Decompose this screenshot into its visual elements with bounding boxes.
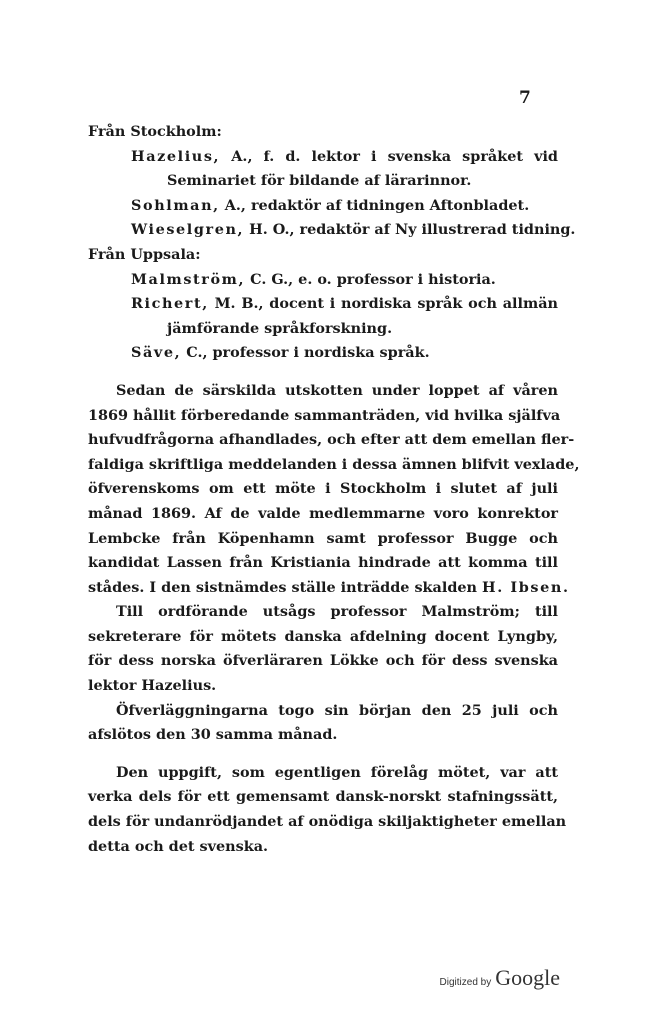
body-line: faldiga skriftliga meddelanden i dessa ämnen blifvit vexlade, <box>88 455 580 473</box>
member-wieselgren <box>88 218 576 243</box>
stockholm-heading: Från Stockholm: <box>88 123 222 140</box>
member-name: Malmström, <box>131 270 246 288</box>
body-line: kandidat Lassen från Kristiania hindrade att komma till <box>88 554 558 572</box>
member-sohlman <box>88 194 558 219</box>
member-description: C. G., e. o. professor i historia. <box>245 270 496 288</box>
body-line: sekreterare för mötets danska afdelning docent Lyngby, <box>88 627 558 645</box>
digitized-watermark <box>440 965 560 991</box>
body-line: Öfverläggningarna togo sin början den 25 juli och <box>116 701 558 719</box>
body-line: afslötos den 30 samma månad. <box>88 726 338 744</box>
member-name: Hazelius, <box>131 147 221 165</box>
member-richert <box>88 292 558 317</box>
body-line: Sedan de särskilda utskotten under loppet af våren <box>116 381 558 399</box>
body-line: dels för undanrödjandet af onödiga skiljaktigheter emellan <box>88 813 567 831</box>
member-name: Säve, <box>131 344 182 362</box>
body-line-last <box>88 576 570 601</box>
member-description: H. O., redaktör af Ny illustrerad tidning. <box>244 221 576 239</box>
body-line: verka dels för ett gemensamt dansk-norskt stafningssätt, <box>88 788 558 806</box>
member-description: A., f. d. lektor i svenska språket vid <box>220 147 558 165</box>
member-save <box>88 341 558 366</box>
member-richert-continued: jämförande språkforskning. <box>167 319 393 337</box>
member-description: M. B., docent i nordiska språk och allmän <box>208 295 558 313</box>
body-text: stådes. I den sistnämdes ställe inträdde skalden <box>88 578 477 596</box>
body-line: detta och det svenska. <box>88 837 269 855</box>
member-malmstrom <box>88 268 558 293</box>
digitized-label: Digitized by <box>439 977 492 988</box>
google-logo: Google <box>495 965 560 990</box>
body-line: 1869 hållit förberedande sammanträden, vid hvilka själfva <box>88 406 561 424</box>
page-body <box>88 120 580 859</box>
body-line: Till ordförande utsågs professor Malmström; till <box>116 603 558 621</box>
member-name: Sohlman, <box>131 196 220 214</box>
body-line: månad 1869. Af de valde medlemmarne voro konrektor <box>88 504 558 522</box>
member-description: C., professor i nordiska språk. <box>181 344 430 362</box>
body-line: Lembcke från Köpenhamn samt professor Bugge och <box>88 529 558 547</box>
uppsala-heading: Från Uppsala: <box>88 245 201 263</box>
page-number: 7 <box>519 88 531 108</box>
body-line: för dess norska öfverläraren Lökke och för dess svenska <box>88 652 558 670</box>
ibsen-name: H. Ibsen. <box>482 578 570 596</box>
member-hazelius <box>88 145 558 170</box>
member-name: Wieselgren, <box>131 221 245 239</box>
member-hazelius-continued: Seminariet för bildande af lärarinnor. <box>167 172 472 190</box>
member-name: Richert, <box>131 295 209 313</box>
body-line: lektor Hazelius. <box>88 677 217 695</box>
body-line: öfverenskoms om ett möte i Stockholm i slutet af juli <box>88 480 558 498</box>
body-line: Den uppgift, som egentligen förelåg mötet, var att <box>116 763 558 781</box>
body-line: hufvudfrågorna afhandlades, och efter att dem emellan fler- <box>88 431 575 449</box>
member-description: A., redaktör af tidningen Aftonbladet. <box>219 196 530 214</box>
